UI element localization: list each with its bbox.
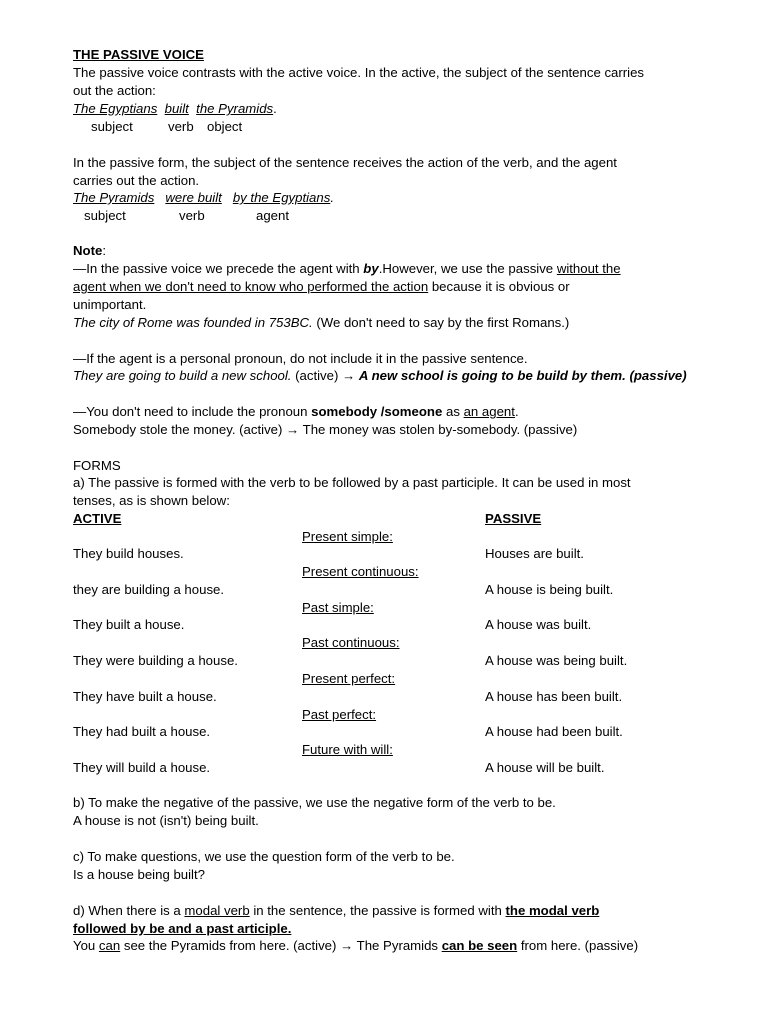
active-column-header: ACTIVE [73, 511, 122, 526]
tense-label: Past continuous: [302, 635, 400, 650]
passive-sentence: A house had been built. [485, 724, 623, 739]
passive-column-header: PASSIVE [485, 511, 542, 526]
active-sentence: They will build a house. [73, 760, 211, 775]
forms-d-line-2: followed by be and a past articiple. [73, 921, 292, 936]
note-1-line-1: —In the passive voice we precede the agent with by.However, we use the passive without the [73, 261, 621, 276]
forms-a-line-1: a) The passive is formed with the verb to be followed by a past participle. It can be used in most [73, 475, 631, 490]
passive-intro-line-1: In the passive form, the subject of the sentence receives the action of the verb, and the agent [73, 155, 617, 170]
label-object: object [207, 119, 243, 134]
label-agent: agent [256, 208, 290, 223]
example-object: the Pyramids [196, 101, 274, 116]
tense-label: Future with will: [302, 742, 393, 757]
tense-label: Past simple: [302, 600, 374, 615]
passive-sentence: Houses are built. [485, 546, 584, 561]
example-agent: by the Egyptians [232, 190, 331, 205]
forms-d-example: You can see the Pyramids from here. (active) → The Pyramids can be seen from here. (passive) [73, 938, 639, 953]
passive-sentence: A house will be built. [485, 760, 605, 775]
active-sentence: They build houses. [73, 546, 184, 561]
forms-b-line-2: A house is not (isn't) being built. [73, 813, 259, 828]
passive-sentence: A house was being built. [485, 653, 628, 668]
tense-label: Present continuous: [302, 564, 419, 579]
note-3-line: —You don't need to include the pronoun somebody /someone as an agent. [73, 404, 519, 419]
example-verb: were built [165, 190, 222, 205]
tense-label: Present simple: [302, 529, 393, 544]
forms-c-line-1: c) To make questions, we use the question form of the verb to be. [73, 849, 455, 864]
passive-sentence: A house has been built. [485, 689, 623, 704]
tense-label: Past perfect: [302, 707, 377, 722]
note-1-line-3: unimportant. [73, 297, 147, 312]
note-2-line: —If the agent is a personal pronoun, do not include it in the passive sentence. [73, 351, 528, 366]
forms-a-line-2: tenses, as is shown below: [73, 493, 230, 508]
intro-line-1: The passive voice contrasts with the active voice. In the active, the subject of the sentence carries [73, 65, 645, 80]
forms-c-line-2: Is a house being built? [73, 867, 205, 882]
active-sentence: They were building a house. [73, 653, 238, 668]
note-heading: Note: [73, 243, 106, 258]
active-example: The Egyptians built the Pyramids. [73, 101, 277, 116]
forms-b-line-1: b) To make the negative of the passive, we use the negative form of the verb to be. [73, 795, 556, 810]
label-verb: verb [168, 119, 194, 134]
label-subject: subject [84, 208, 126, 223]
note-1-example: The city of Rome was founded in 753BC. (We don't need to say by the first Romans.) [73, 315, 570, 330]
example-verb: built [164, 101, 189, 116]
note-3-example: Somebody stole the money. (active) → The money was stolen by-somebody. (passive) [73, 422, 578, 437]
passive-sentence: A house was built. [485, 617, 592, 632]
note-1-line-2: agent when we don't need to know who performed the action because it is obvious or [73, 279, 570, 294]
passive-example: The Pyramids were built by the Egyptians. [73, 190, 334, 205]
tense-label: Present perfect: [302, 671, 396, 686]
active-sentence: They had built a house. [73, 724, 211, 739]
label-subject: subject [91, 119, 133, 134]
intro-line-2: out the action: [73, 83, 156, 98]
active-sentence: They built a house. [73, 617, 185, 632]
active-sentence: they are building a house. [73, 582, 225, 597]
active-sentence: They have built a house. [73, 689, 217, 704]
example-subject: The Pyramids [73, 190, 155, 205]
forms-heading: FORMS [73, 458, 121, 473]
note-2-example: They are going to build a new school. (active) → A new school is going to be build by them. (passive) [73, 368, 687, 383]
forms-d-line-1: d) When there is a modal verb in the sentence, the passive is formed with the modal verb [73, 903, 600, 918]
passive-intro-line-2: carries out the action. [73, 173, 200, 188]
page-title: THE PASSIVE VOICE [73, 47, 204, 62]
example-subject: The Egyptians [73, 101, 158, 116]
passive-sentence: A house is being built. [485, 582, 614, 597]
label-verb: verb [179, 208, 205, 223]
